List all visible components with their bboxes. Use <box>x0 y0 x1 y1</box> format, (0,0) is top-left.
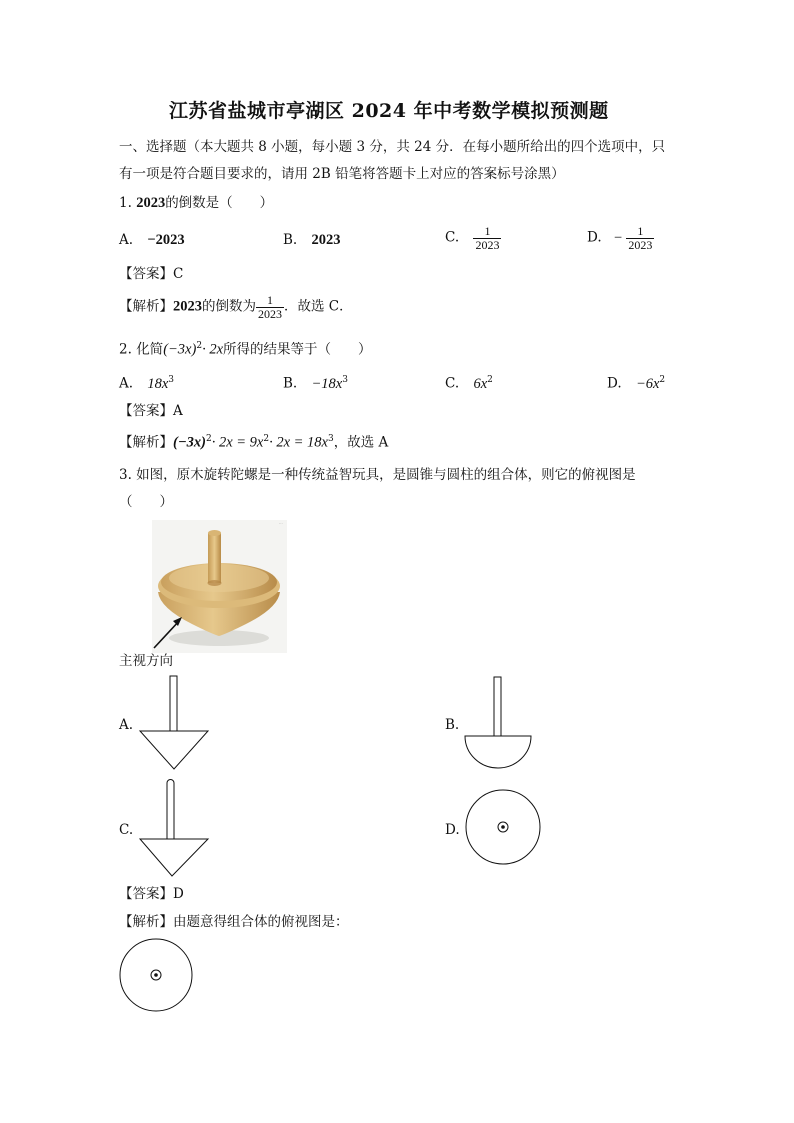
q3-analysis <box>119 913 349 931</box>
q2-stem <box>119 340 372 360</box>
option-letter: C. <box>445 375 460 392</box>
q1-stem-number: 2023 <box>136 195 166 211</box>
q2-expression-factor: · 2x <box>202 341 223 358</box>
answer-value: C <box>173 266 184 282</box>
q2-number: 2. <box>119 341 132 358</box>
q1-answer <box>119 265 183 283</box>
section-instruction-line2: 有一项是符合题目要求的，请用 2B 铅笔将答题卡上对应的答案标号涂黑） <box>119 166 565 182</box>
q2-option-c <box>445 374 493 394</box>
analysis-conclusion: ，故选 A <box>333 434 389 451</box>
q2-analysis <box>119 433 388 453</box>
option-value: 2023 <box>311 232 341 248</box>
analysis-exponent: 3 <box>327 434 334 444</box>
q3-answer <box>119 885 184 903</box>
q1-number: 1. <box>119 195 132 211</box>
fraction-numerator: 1 <box>267 293 273 307</box>
option-letter: A. <box>119 232 134 248</box>
q3-option-b-figure <box>463 676 535 772</box>
fraction-denominator: 2023 <box>475 237 500 252</box>
svg-text:...: ... <box>279 520 283 525</box>
q3-option-d-figure <box>463 789 543 867</box>
q3-option-a-figure <box>138 675 210 772</box>
q2-expression: (−3x) <box>163 341 197 358</box>
analysis-text: 由题意得组合体的俯视图是： <box>173 914 349 930</box>
fraction-numerator: 1 <box>637 224 644 238</box>
q2-option-b <box>283 374 348 394</box>
answer-tag: 【答案】 <box>119 403 173 419</box>
q2-exponent: 2 <box>196 341 203 351</box>
q2-option-a <box>119 374 174 394</box>
photo-caption: 主视方向 <box>119 653 173 669</box>
option-exponent: 3 <box>168 375 175 385</box>
q3-option-c-label: C. <box>119 822 134 838</box>
fraction-denominator: 2023 <box>628 237 653 252</box>
answer-tag: 【答案】 <box>119 886 173 902</box>
option-exponent: 2 <box>659 375 666 385</box>
q1-stem <box>119 194 273 214</box>
analysis-tag: 【解析】 <box>119 914 173 930</box>
q1-option-b <box>283 231 341 251</box>
analysis-exponent: 2 <box>205 434 212 444</box>
analysis-expression: · 2x = 9x <box>211 434 264 451</box>
option-letter: C. <box>445 229 460 246</box>
q2-answer <box>119 402 183 420</box>
option-expression: 6x <box>473 375 488 392</box>
q2-stem-pre: 化简 <box>136 341 164 358</box>
q3-option-b-label: B. <box>445 717 460 733</box>
q3-option-a-label: A. <box>119 717 134 733</box>
q3-stem-line1: 3. 如图，原木旋转陀螺是一种传统益智玩具，是圆锥与圆柱的组合体，则它的俯视图是 <box>119 467 636 483</box>
q1-analysis <box>119 294 353 320</box>
analysis-expression: (−3x) <box>173 434 206 451</box>
analysis-conclusion: ．故选 C． <box>284 298 353 315</box>
section-instruction-line1: 一、选择题（本大题共 8 小题，每小题 3 分，共 24 分．在每小题所给出的四个选项中，只 <box>119 139 666 155</box>
option-letter: B. <box>283 375 298 392</box>
answer-tag: 【答案】 <box>119 266 173 282</box>
analysis-text: 的倒数为 <box>202 298 256 315</box>
spinning-top-photo <box>152 520 287 653</box>
option-exponent: 2 <box>487 375 493 385</box>
q3-option-d-label: D. <box>445 822 460 838</box>
option-value: −2023 <box>147 232 185 248</box>
q2-option-d <box>607 374 665 394</box>
option-expression: −6x <box>635 375 660 392</box>
fraction-numerator: 1 <box>484 224 491 238</box>
q3-stem-line2: （ ） <box>119 494 173 510</box>
q1-option-d <box>587 225 654 251</box>
option-letter: B. <box>283 232 298 248</box>
option-sign: − <box>613 229 623 246</box>
answer-value: A <box>173 403 183 419</box>
q2-stem-post: 所得的结果等于（ ） <box>223 341 372 358</box>
answer-value: D <box>173 886 184 902</box>
analysis-fraction <box>256 294 284 320</box>
analysis-exponent: 2 <box>263 434 270 444</box>
option-letter: D. <box>607 375 622 392</box>
option-expression: 18x <box>147 375 169 392</box>
option-expression: −18x <box>311 375 343 392</box>
q1-option-a <box>119 231 185 251</box>
q1-option-c <box>445 225 501 251</box>
option-exponent: 3 <box>342 375 348 385</box>
option-letter: A. <box>119 375 134 392</box>
fraction-denominator: 2023 <box>258 306 282 321</box>
page-title: 江苏省盐城市亭湖区 2024 年中考数学模拟预测题 <box>169 100 609 122</box>
q3-analysis-figure <box>119 938 194 1013</box>
analysis-expression: · 2x = 18x <box>269 434 328 451</box>
analysis-tag: 【解析】 <box>119 298 173 315</box>
q3-option-c-figure <box>138 779 210 877</box>
analysis-tag: 【解析】 <box>119 434 173 451</box>
option-letter: D. <box>587 229 602 246</box>
option-fraction <box>626 225 654 251</box>
option-fraction <box>473 225 501 251</box>
q1-stem-text: 的倒数是（ ） <box>165 195 274 211</box>
analysis-number: 2023 <box>173 298 202 315</box>
